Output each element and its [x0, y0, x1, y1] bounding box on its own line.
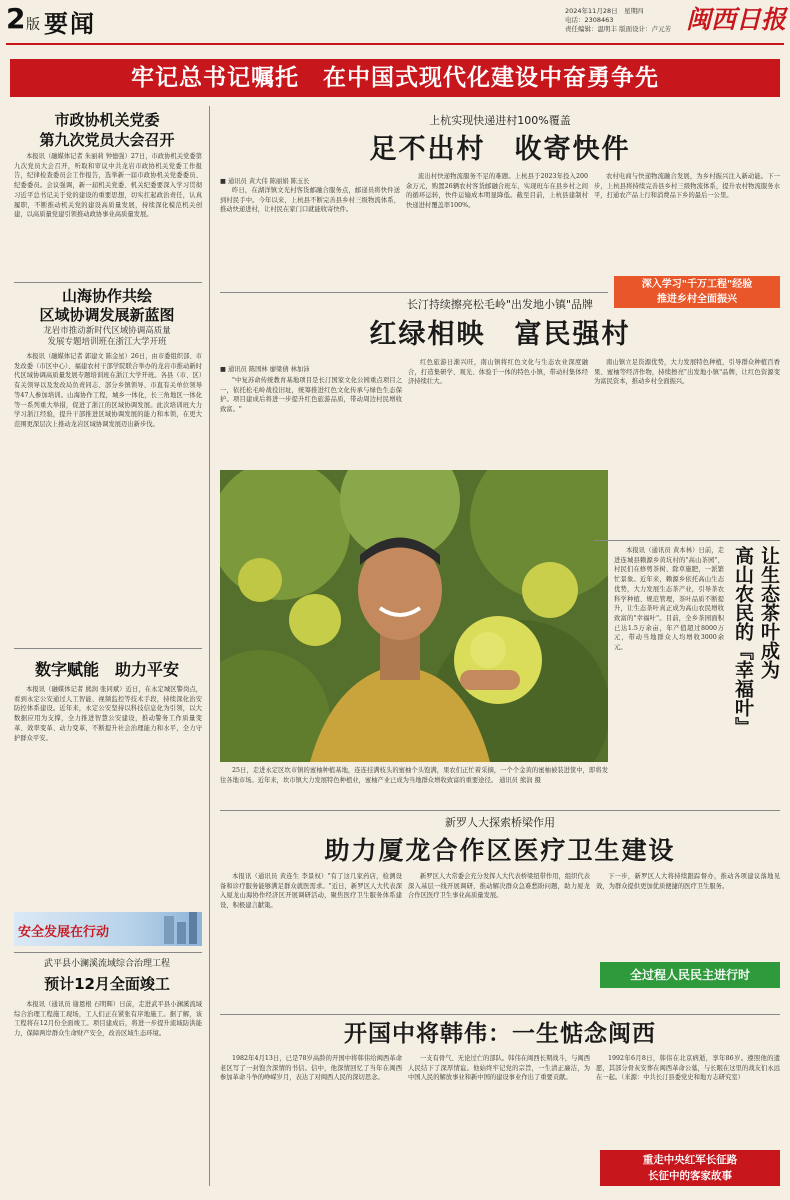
page-label: 版 [26, 17, 40, 33]
article-title-redgreen: 红绿相映 富民强村 [369, 319, 631, 350]
article-body-hospital-col2: 新罗区人大常委会充分发挥人大代表桥梁纽带作用，组织代表深入基层一线开展调研，推动解决群众急难愁盼问题，助力厦龙合作区医疗卫生事业高质量发展。 [408, 873, 590, 900]
article-byline-express: ■ 通讯员 黄大伟 陈丽娟 陈玉长 [220, 178, 310, 185]
photo-credit: 通讯员 熊润 摄 [499, 776, 541, 784]
building-icon [189, 912, 197, 944]
article-body-digital: 本报讯（融媒体记者 熊润 张同斌）近日，在永定城区警岗点，看到永定公安通过人工智能、视频监控等技术手段，持续深化治安防控体系建设。近年来，永定公安坚持以科技信息化为引领，以大数据应用为支撑，全力推进智慧公安建设，推动警务工作质量变革、效率变革、动力变革，不断提升社会治理能力和水平，全力守护群众平安。 [14, 686, 202, 742]
page-number: 2 [6, 2, 26, 35]
article-title-express: 足不出村 收寄快件 [369, 134, 631, 165]
article-body-hanwei-col2: 一支有骨气、无论过亡的部队。韩伟在闽西长期战斗，与闽西人民结下了深厚情谊。他始终牢记党的宗旨，一生清正廉洁，为中国人民的解放事业和新中国的建设事业作出了重要贡献。 [408, 1055, 590, 1082]
safety-banner-label: 安全发展在行动 [18, 925, 110, 940]
pomelo-photo-illustration [220, 470, 608, 762]
section-name: 要闻 [44, 10, 96, 38]
divider [594, 540, 780, 541]
divider [14, 648, 202, 649]
divider [220, 1014, 780, 1015]
article-title-tea: 让生态茶叶成为 高山农民的『幸福叶』 [732, 546, 780, 736]
article-body-redgreen-col3: 南山镇立足资源优势，大力发展特色种植，引导群众种植百香果、蜜柚等经济作物，持续擦亮"出发地小镇"品牌，让红色资源变为富民资本，推动乡村全面振兴。 [594, 359, 780, 386]
safety-banner [14, 912, 202, 946]
divider [220, 810, 780, 811]
article-body-express-col3: 农村电商与快递物流融合发展，为乡村振兴注入新动能。下一步，上杭县将持续完善县乡村三级物流体系，提升农村物流服务水平，打通农产品上行和消费品下乡的最后一公里。 [594, 173, 780, 200]
masthead-editors: 责任编辑：温明丰 版面设计：卢元芳 [565, 25, 672, 33]
article-subtitle-mountain-sea: 龙岩市推动新时代区域协调高质量 发展专题培训班在浙江大学开班 [43, 326, 171, 347]
masthead-tel: 电话：2308463 [565, 16, 614, 24]
article-kicker-wuping: 武平县小澜溪流域综合治理工程 [43, 959, 170, 969]
article-title-wuping: 预计12月全面竣工 [44, 975, 170, 993]
masthead-rule [6, 43, 784, 45]
article-body-hanwei-col1: 1982年4月13日，已是78岁高龄的开国中将韩伟给闽西革命老区写了一封饱含深情的书信。信中，他深情回忆了当年在闽西参加革命斗争的峥嵘岁月，表达了对闽西人民的深切思念。 [220, 1055, 402, 1082]
article-body-hanwei-col3: 1992年6月8日，韩伟在北京病逝，享年86岁。遵照他的遗愿，其部分骨灰安葬在闽西革命公墓，与长眠在这里的战友们永远在一起。（来源：中共长汀县委党史和地方志研究室） [596, 1055, 780, 1082]
article-body-tea: 本报讯（通讯员 黄本林）日前，走进连城县赖源乡黄坑村的"高山茶园"，村民们在修剪茶树、除草施肥，一派繁忙景象。近年来，赖源乡依托高山生态优势，大力发展生态茶产业，引导茶农科学种植、规范管理，茶叶品质不断提升，让生态茶叶真正成为高山农民增收致富的"幸福叶"。目前，全乡茶园面积已达1.5万余亩，年产值超过8000万元，带动当地群众人均增收3000余元。 [614, 547, 724, 652]
article-body-wuping: 本报讯（通讯员 谢恩根 石明辉）日前，走进武平县小澜溪流域综合治理工程施工现场，工人们正在紧张有序地施工。据了解，该工程将在12月份全面竣工。项目建成后，将进一步提升流域防洪能力，保障两岸群众生命财产安全，改善区域生态环境。 [14, 1001, 202, 1038]
article-body-express-col2: 流出村快递物流服务不足的难题。上杭县于2023年投入200余万元，购置26辆农村客货邮融合班车，实现班车在县乡村之间的循环运转，快件运输成本明显降低。截至目前，上杭县建制村快递进村覆盖率100%。 [406, 173, 588, 210]
article-body-redgreen-col1: "中复苏命传统教育基地项目是长汀国家文化公园重点项目之一，依托松毛岭战役旧址，统筹推进红色文化传承与绿色生态保护。项目建成后将进一步提升红色旅游品质，带动周边村民增收致富。" [220, 377, 402, 414]
article-kicker-redgreen: 长汀持续擦亮松毛岭"出发地小镇"品牌 [406, 298, 594, 311]
photo-caption-text: 25日，走进永定区坎市镇的蜜柚种植基地，连连挂满枝头的蜜柚个头饱满，果农们正忙着采摘，一个个金黄的蜜柚被装进筐中，即将发往各地市场。近年来，坎市镇大力发展特色种植业，蜜柚产业已成为当地群众增收致富的重要途径。 [220, 767, 608, 784]
article-body-cppcc: 本报讯（融媒体记者 朱丽莉 钟德强）27日，市政协机关党委第九次党员大会召开，听取和审议中共龙岩市政协机关党委工作报告，纪律检查委员会工作报告，选举新一届市政协机关党委委员、纪委委员。会议强调，新一届机关党委、机关纪委要深入学习贯彻习近平总书记关于党的建设的重要思想，切实扛起政治责任，认真履职，不断推动机关党的建设高质量发展，持续深化模范机关创建，以高质量党建引领推动政协事业高质量发展。 [14, 153, 202, 219]
article-title-mountain-sea: 山海协作共绘 区域协调发展新蓝图 [39, 287, 175, 324]
article-title-digital: 数字赋能 助力平安 [34, 660, 179, 679]
building-icon [164, 916, 174, 944]
newspaper-logo: 闽西日报 [686, 5, 787, 34]
masthead-date: 2024年11月28日 星期四 [565, 7, 644, 15]
article-body-hospital-col3: 下一步，新罗区人大将持续跟踪督办，推动各项建议落地见效，为群众提供更加优质便捷的医疗卫生服务。 [596, 873, 780, 890]
article-title-cppcc: 市政协机关党委 第九次党员大会召开 [39, 111, 175, 149]
democracy-tag: 全过程人民民主进行时 [600, 962, 780, 988]
article-byline-redgreen: ■ 通讯员 陈国林 廖梁倩 林加沛 [220, 366, 310, 373]
article-body-hospital-col1: 本报讯（通讯员 黄连生 李景权）"有了这几家药店，检测设备和诊疗服务能够满足群众就医需求。"近日，新罗区人大代表深入厦龙山海协作经济区开展调研活动，聚焦医疗卫生服务体系建设，积极建言献策。 [220, 873, 402, 910]
pomelo-photo [220, 470, 608, 762]
article-kicker-express: 上杭实现快递进村100%覆盖 [429, 114, 571, 127]
article-body-mountain-sea: 本报讯（融媒体记者 郭建文 陈金星）26日，由市委组织部、市发改委（市区中心）、福建农村干部学院联合举办的龙岩市推动新时代区域协调高质量发展专题培训班在浙江大学开班。各县（市、区）有关领导以及发改局负责同志、部分乡镇领导、市直有关单位领导等47人参加培训。山海协作工程，城乡一体化，长三角地区一体化等一系列重大举措，促进了浙江的区域协调发展。此次培训班大力学习浙江经验，提升干部推进区域协调发展的能力和本领，在更大范围更深层次上推动龙岩区域协调发展迈出新步伐。 [14, 353, 202, 428]
building-icon [177, 922, 186, 944]
long-march-tag: 重走中央红军长征路 长征中的客家故事 [600, 1150, 780, 1186]
divider [220, 292, 608, 293]
masthead [0, 0, 790, 42]
article-body-redgreen-col2: 红色旅游日渐兴旺，南山镇将红色文化与生态农业深度融合，打造集研学、观光、体验于一体的特色小镇，带动村集体经济持续壮大。 [408, 359, 588, 386]
article-body-express-col1: 昨日，在湖洋镇文光村客货邮融合服务点，邮递员将快件送到村民手中。今年以来，上杭县不断完善县乡村三级物流体系，推动快递进村，让村民在家门口就能收寄快件。 [220, 187, 400, 214]
front-banner: 牢记总书记嘱托 在中国式现代化建设中奋勇争先 [10, 59, 780, 97]
photo-caption [220, 766, 608, 806]
article-title-hanwei: 开国中将韩伟：一生惦念闽西 [344, 1021, 656, 1047]
left-column-divider [209, 106, 210, 1186]
divider [14, 952, 202, 953]
rural-revitalization-tag: 深入学习"千万工程"经验 推进乡村全面振兴 [614, 276, 780, 308]
article-title-hospital: 助力厦龙合作区医疗卫生建设 [324, 836, 676, 865]
article-kicker-hospital: 新罗人大探索桥梁作用 [445, 816, 555, 829]
divider [14, 282, 202, 283]
